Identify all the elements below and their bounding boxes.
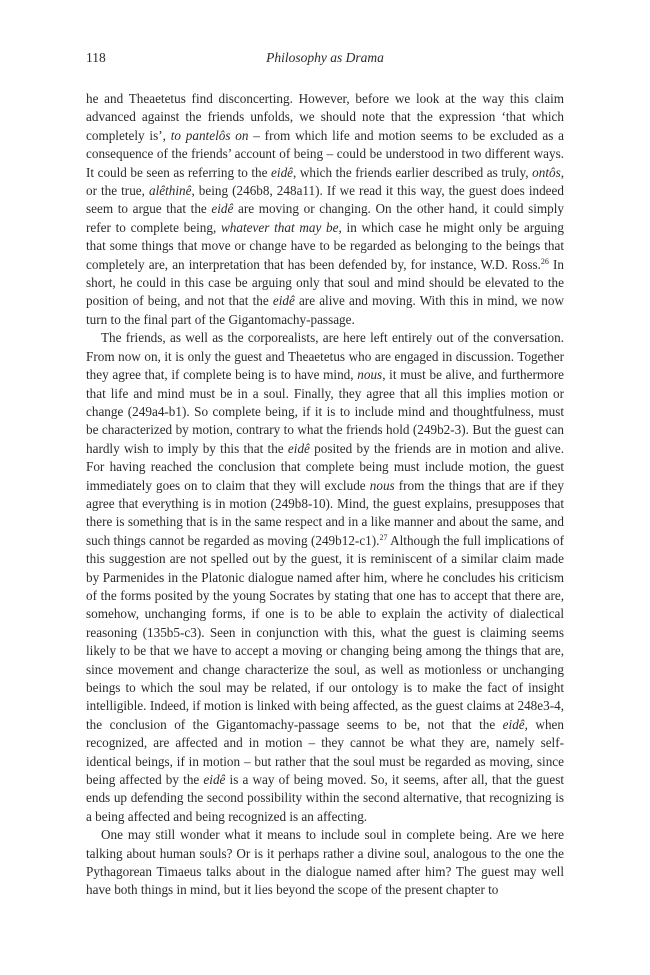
italic-term: eidê: [272, 293, 295, 309]
text-run: – from which life and motion seems to be excluded as a consequence of the friends’ account of being – could be understood in two different ways. It could be seen as referring to the: [86, 127, 565, 180]
text-run: Although the full implications of this suggestion are not spelled out by the guest, it is reminiscent of a similar claim made by Parmenides in the Platonic dialogue named after him, where he concludes his criticism of the forms posited by the young Socrates by stating that one has to accept that there are, somehow, unchanging forms, if one is to be able to explain the activity of dialectical reasoning (135b5-c3). Seen in conjunction with this, what the guest is claiming seems likely to be that we have to accept a moving or changing being among the things that are, since movement and change characterize the soul, as well as motionless or unchanging beings to which the soul may be related, if our ontology is to make the fact of insight intelligible. Indeed, if motion is linked with being affected, as the guest claims at 248e3-4, the conclusion of the Gigantomachy-passage seems to be, not that the: [86, 532, 564, 732]
page-number: 118: [86, 50, 106, 65]
italic-term: eidê: [211, 201, 234, 217]
italic-term: eidê: [287, 440, 310, 456]
running-title: Philosophy as Drama: [266, 50, 384, 65]
text-run: , in which case he might only be arguing that some things that move or change have to be regarded as belonging to the beings that completely are, an interpretation that has been defended by, for instance, W.D. Ross.: [86, 219, 564, 272]
text-run: he and Theaetetus find disconcerting. However, before we look at the way this claim advanced against the friends unfolds, we should note that the expression ‘that which completely is’,: [86, 91, 564, 143]
italic-term: eidê: [271, 164, 294, 180]
paragraph: [86, 329, 564, 826]
italic-term: eidê: [502, 716, 525, 732]
footnote-marker: 27: [379, 532, 388, 542]
text-run: , when recognized, are affected and in motion – they cannot be what they are, namely self-identical beings, if in motion – but rather that the soul must be regarded as moving, since being affected by the: [86, 716, 564, 788]
text-run: is a way of being moved. So, it seems, after all, that the guest ends up defending the second possibility within the second alternative, that recognizing is a being affected and being recognized is an affecting.: [86, 772, 565, 824]
text-run: posited by the friends are in motion and alive. For having reached the conclusion that complete being must include motion, the guest immediately goes on to claim that they will exclude: [86, 440, 565, 493]
text-run: In short, he could in this case be arguing only that soul and mind should be elevated to the position of being, and not that the: [86, 256, 564, 309]
text-run: from the things that are if they agree that everything is in motion (249b8-10). Mind, the guest explains, presupposes that there is something that is in the same respect and in a like manner and about the same, and such things cannot be regarded as moving (249b12-c1).: [86, 477, 565, 548]
text-run: are moving or changing. On the other hand, it could simply refer to complete being,: [86, 201, 564, 235]
footnote-marker: 26: [540, 256, 549, 266]
italic-term: whatever that may be: [221, 219, 339, 235]
text-run: , it must be alive, and furthermore that life and mind must be in a soul. Finally, they agree that all this implies motion or change (249a4-b1). So complete being, if it is to include mind and thoughtfulness, must be characterized by motion, contrary to what the friends hold (249b2-3). But the guest can hardly wish to imply by this that the: [86, 367, 564, 456]
paragraph: [86, 90, 564, 329]
text-run: are alive and moving. With this in mind, we now turn to the final part of the Gigantomachy-passage.: [86, 293, 564, 327]
text-run: , being (246b8, 248a11). If we read it this way, the guest does indeed seem to argue that the: [86, 183, 564, 217]
italic-term: ontôs: [532, 164, 561, 180]
body-text: [86, 90, 564, 900]
page-header: [86, 50, 564, 70]
italic-term: eidê: [203, 772, 226, 788]
text-run: One may still wonder what it means to include soul in complete being. Are we here talking about human souls? Or is it perhaps rather a divine soul, analogous to the one the Pythagorean Timaeus talks about in the dialogue named after him? The guest may well have both things in mind, but it lies beyond the scope of the present chapter to: [86, 827, 564, 898]
text-run: , or the true,: [86, 164, 564, 199]
italic-term: nous: [357, 367, 383, 383]
paragraph: [86, 826, 564, 900]
italic-term: nous: [369, 477, 395, 493]
text-run: The friends, as well as the corporealists, are here left entirely out of the conversation. From now on, it is only the guest and Theaetetus who are engaged in discussion. Together they agree that, if complete being is to have mind,: [86, 330, 564, 383]
text-run: , which the friends earlier described as truly,: [293, 164, 533, 180]
italic-term: to pantelôs on: [170, 127, 249, 143]
italic-term: alêthinê: [148, 183, 192, 199]
